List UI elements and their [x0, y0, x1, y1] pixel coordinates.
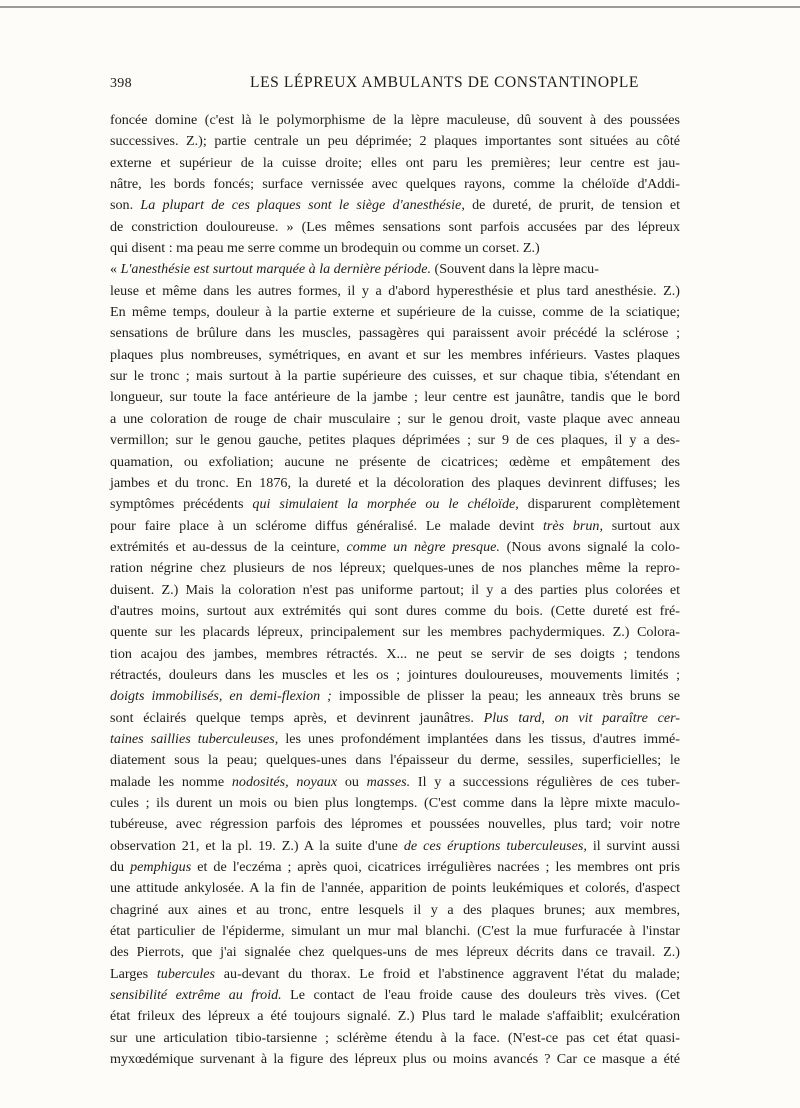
text-segment: de constriction douloureuse. » (Les mêmes sensations sont parfois accusées par des lépreux	[110, 218, 680, 235]
italic-segment: sensibilité extrême au froid.	[110, 987, 282, 1004]
text-segment: des Pierrots, que j'ai signalée chez quelques-uns de mes lépreux décrits dans ce travail. Z.)	[110, 944, 680, 961]
page-number: 398	[110, 76, 132, 91]
italic-segment: qui simulaient la morphée ou le chéloïde,	[252, 496, 519, 513]
text-segment: sensations de brûlure dans les muscles, passagères qui paraissent avoir précédé la sclérose ;	[110, 325, 680, 342]
page-header	[110, 76, 680, 100]
text-segment: foncée domine (c'est là le polymorphisme de la lèpre maculeuse, dû souvent à des poussées	[110, 112, 680, 128]
text-line	[110, 259, 680, 280]
text-segment: Larges	[110, 965, 157, 982]
italic-segment: masses.	[366, 773, 411, 790]
text-segment: plaques plus nombreuses, symétriques, en avant et sur les membres inférieurs. Vastes plaques	[110, 346, 680, 363]
italic-segment: de ces éruptions tuberculeuses,	[403, 837, 587, 854]
text-line	[110, 281, 680, 302]
text-line	[110, 985, 680, 1006]
text-segment: état particulier de l'épiderme, simulant un mur mal blanchi. (C'est la mue furfuracée à l'instar	[110, 923, 680, 940]
italic-segment: La plupart de ces plaques sont le siège d'anesthésie,	[140, 197, 465, 214]
text-line	[110, 195, 680, 216]
text-segment: il survint aussi	[586, 837, 680, 854]
text-segment: sont éclairés quelque temps après, et devinrent jaunâtres.	[110, 709, 484, 726]
italic-segment: tubercules	[156, 965, 216, 982]
italic-segment: L'anesthésie est surtout marquée à la dernière période.	[120, 261, 431, 278]
text-segment: «	[110, 261, 121, 278]
text-line	[110, 686, 680, 707]
text-line	[110, 110, 680, 131]
text-line	[110, 430, 680, 451]
text-segment: successives. Z.); partie centrale un peu déprimée; 2 plaques importantes sont situées au côté	[110, 133, 680, 150]
text-line	[110, 131, 680, 152]
text-line	[110, 622, 680, 643]
text-segment: sur une articulation tibio-tarsienne ; sclérème étendu à la face. (N'est-ce pas cet état quasi-	[110, 1029, 680, 1046]
text-line	[110, 964, 680, 985]
text-line	[110, 387, 680, 408]
text-segment: impossible de plisser la peau; les anneaux très bruns se	[331, 688, 680, 705]
text-segment: ration négrine chez plusieurs de nos lépreux; quelques-unes de nos planches même la repro-	[110, 560, 680, 577]
text-segment: sur le tronc ; mais surtout à la partie supérieure des cuisses, et sur chaque tibia, s'étendant en	[110, 368, 680, 385]
text-line	[110, 729, 680, 750]
text-segment: (Souvent dans la lèpre macu-	[431, 261, 599, 278]
italic-segment: doigts immobilisés, en demi-flexion ;	[110, 688, 332, 705]
text-line	[110, 921, 680, 942]
italic-segment: nodosités, noyaux	[231, 773, 338, 790]
text-line	[110, 1049, 680, 1070]
text-segment: diatement sous la peau; quelques-unes dans l'épaisseur du derme, sessiles, superficielles; le	[110, 752, 680, 769]
italic-segment: taines saillies tuberculeuses,	[110, 730, 279, 747]
text-segment: Le contact de l'eau froide cause des douleurs très vives. (Cet	[281, 987, 681, 1004]
text-line	[110, 238, 680, 259]
text-line	[110, 601, 680, 622]
text-segment: a une coloration de rouge de chair musculaire ; sur le genou droit, vaste plaque avec anneau	[110, 410, 680, 427]
italic-segment: Plus tard, on vit paraître cer-	[483, 709, 680, 726]
text-segment: externe et supérieur de la cuisse droite; elles ont paru les premières; leur centre est jau-	[110, 154, 680, 171]
text-segment: une attitude ankylosée. A la fin de l'année, apparition de points leukémiques et colorés, d'aspect	[110, 880, 680, 897]
text-segment: jambes et du tronc. En 1876, la dureté et la décoloration des plaques devinrent diffuses; les	[110, 474, 680, 491]
text-line	[110, 942, 680, 963]
text-segment: tubéreuse, avec régression parfois des lépromes et poussées nouvelles, plus tard; voir notre	[110, 816, 680, 833]
text-segment: pour faire place à un sclérome diffus généralisé. Le malade devint	[110, 517, 543, 534]
text-segment: cules ; ils durent un mois ou bien plus longtemps. (C'est comme dans la lèpre mixte maculo-	[110, 795, 680, 811]
text-segment: au-devant du thorax. Le froid et l'abstinence aggravent l'état du malade;	[215, 965, 680, 982]
text-segment: chagriné aux aines et au tronc, entre lesquels il y a des plaques brunes; aux membres,	[110, 901, 680, 918]
text-line	[110, 836, 680, 857]
text-segment: qui disent : ma peau me serre comme un brodequin ou comme un corset. Z.)	[110, 240, 540, 257]
text-line	[110, 814, 680, 835]
italic-segment: très brun,	[542, 517, 603, 534]
text-segment: observation 21, et la pl. 19. Z.) A la suite d'une	[110, 837, 404, 854]
text-segment: et de l'eczéma ; après quoi, cicatrices irrégulières nacrées ; les membres ont pris	[191, 859, 680, 876]
text-segment: symptômes précédents	[110, 496, 253, 513]
text-segment: les unes profondément implantées dans les tissus, d'autres immé-	[278, 730, 680, 747]
text-segment: son.	[110, 197, 141, 214]
text-line	[110, 558, 680, 579]
text-line	[110, 409, 680, 430]
text-line	[110, 494, 680, 515]
text-line	[110, 772, 680, 793]
text-segment: état frileux des lépreux a été toujours signalé. Z.) Plus tard le malade s'affaiblit; exulcération	[110, 1008, 680, 1025]
text-segment: myxœdémique survenant à la figure des lépreux plus ou moins avancés ? Car ce masque a été	[110, 1051, 680, 1068]
text-line	[110, 900, 680, 921]
text-segment: nâtre, les bords foncés; surface vernissée avec quelques rayons, comme la chéloïde d'Addi-	[110, 176, 680, 193]
text-line	[110, 580, 680, 601]
text-segment: surtout aux	[602, 517, 680, 534]
text-line	[110, 644, 680, 665]
text-segment: longueur, sur toute la face antérieure de la jambe ; leur centre est jaunâtre, tandis que le bord	[110, 389, 680, 406]
text-line	[110, 878, 680, 899]
text-segment: En même temps, douleur à la partie externe et supérieure de la cuisse, comme de la sciatique;	[110, 304, 680, 321]
text-line	[110, 345, 680, 366]
text-line	[110, 473, 680, 494]
text-segment: vermillon; sur le genou gauche, petites plaques déprimées ; sur 9 de ces plaques, il y a des-	[110, 432, 680, 449]
text-segment: tion acajou des jambes, membres rétractés. X... ne peut se servir de ses doigts ; tendons	[110, 645, 680, 662]
text-line	[110, 750, 680, 771]
text-line	[110, 1028, 680, 1049]
text-line	[110, 516, 680, 537]
italic-segment: comme un nègre presque.	[346, 538, 500, 555]
text-line	[110, 366, 680, 387]
text-segment: quamation, ou exfoliation; aucune ne présente de cicatrices; œdème et empâtement des	[110, 453, 680, 470]
text-line	[110, 665, 680, 686]
text-segment: disparurent complètement	[518, 496, 680, 513]
text-line	[110, 302, 680, 323]
text-line	[110, 153, 680, 174]
text-line	[110, 1006, 680, 1027]
text-line	[110, 537, 680, 558]
text-segment: (Nous avons signalé la colo-	[499, 538, 681, 555]
text-line	[110, 323, 680, 344]
text-segment: ou	[337, 773, 367, 790]
text-segment: rétractés, douleurs dans les muscles et les os ; jointures douloureuses, mouvements limités ;	[110, 666, 680, 683]
text-segment: de dureté, de prurit, de tension et	[464, 197, 680, 214]
text-line	[110, 452, 680, 473]
text-segment: extrémités et au-dessus de la ceinture,	[110, 538, 347, 555]
text-segment: du	[110, 859, 131, 876]
text-line	[110, 217, 680, 238]
text-segment: Il y a successions régulières de ces tuber-	[410, 773, 680, 790]
body-text	[110, 110, 680, 1070]
text-line	[110, 174, 680, 195]
text-segment: leuse et même dans les autres formes, il y a d'abord hyperesthésie et plus tard anesthésie. Z.)	[110, 282, 680, 299]
running-head: LES LÉPREUX AMBULANTS DE CONSTANTINOPLE	[250, 74, 639, 91]
text-line	[110, 857, 680, 878]
text-segment: quente sur les placards lépreux, principalement sur les membres pachydermiques. Z.) Colora-	[110, 624, 680, 641]
scan-edge-line	[0, 6, 800, 8]
text-line	[110, 708, 680, 729]
text-segment: malade les nomme	[110, 773, 232, 790]
text-line	[110, 793, 680, 814]
text-segment: duisent. Z.) Mais la coloration n'est pas uniforme partout; il y a des parties plus colorées et	[110, 581, 680, 598]
text-segment: d'autres moins, surtout aux extrémités qui sont dures comme du bois. (Cette dureté est fré-	[110, 602, 680, 619]
italic-segment: pemphigus	[130, 859, 192, 876]
